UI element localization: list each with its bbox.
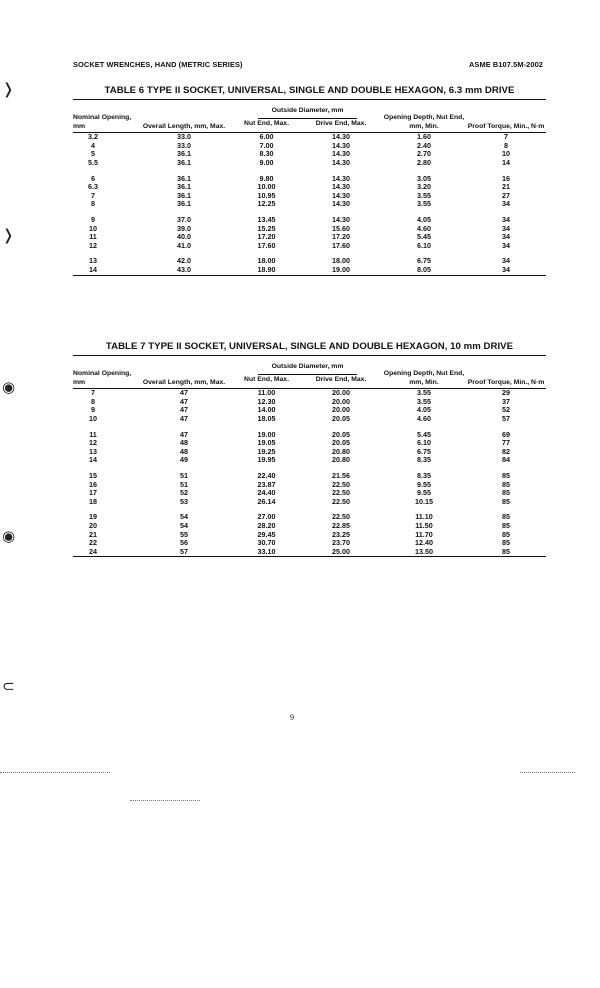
cell-nominal: 19 — [89, 512, 97, 522]
table-6-header-opening-depth-text: Opening Depth, Nut End, mm, Min. — [383, 114, 465, 130]
cell-depth: 4.60 — [417, 413, 431, 423]
scan-artifact — [520, 772, 575, 773]
table-row — [73, 472, 546, 481]
row-group-spacer-cell — [73, 168, 546, 175]
cell-depth: 2.80 — [417, 157, 431, 167]
row-group-spacer-cell — [73, 250, 546, 257]
table-7-title: TABLE 7 TYPE II SOCKET, UNIVERSAL, SINGLE AND DOUBLE HEXAGON, 10 mm DRIVE — [105, 341, 514, 352]
cell-nominal: 18 — [89, 496, 97, 506]
cell-depth: 2.40 — [417, 140, 431, 150]
cell-torque: 84 — [502, 455, 510, 465]
cell-nut-end: 27.00 — [257, 512, 276, 522]
cell-torque: 27 — [502, 190, 510, 200]
cell-nut-end: 12.30 — [257, 396, 276, 406]
cell-nominal: 17 — [89, 488, 97, 498]
cell-nominal: 13 — [89, 446, 97, 456]
table-7-header-drive-end — [300, 375, 382, 387]
binder-hole-mark: ◉ — [2, 379, 16, 396]
binder-hole-mark: ⊂ — [2, 678, 15, 695]
cell-depth: 12.40 — [415, 538, 433, 548]
cell-nominal: 8 — [91, 199, 95, 209]
cell-nut-end: 19.05 — [257, 438, 276, 448]
row-group-spacer — [73, 250, 546, 257]
cell-nominal: 9 — [91, 214, 95, 224]
cell-drive-end: 14.30 — [332, 190, 350, 200]
cell-nominal: 9 — [91, 405, 95, 415]
cell-nut-end: 8.30 — [259, 149, 274, 159]
cell-overall: 33.0 — [177, 140, 191, 150]
table-row — [73, 548, 546, 557]
cell-nut-end: 10.00 — [257, 182, 276, 192]
table-row — [73, 406, 546, 415]
cell-torque: 52 — [502, 405, 510, 415]
cell-nominal: 5.5 — [88, 157, 98, 167]
cell-depth: 6.75 — [417, 446, 431, 456]
cell-nut-end: 18.05 — [257, 413, 276, 423]
cell-nut-end: 19.95 — [257, 455, 276, 465]
cell-overall: 48 — [180, 438, 188, 448]
cell-overall: 51 — [180, 479, 188, 489]
cell-nut-end: 17.20 — [257, 232, 276, 242]
cell-nominal: 14 — [89, 264, 97, 274]
cell-overall: 36.1 — [177, 149, 191, 159]
cell-drive-end: 20.80 — [332, 455, 350, 465]
binder-hole-mark: ❭ — [2, 81, 15, 98]
table-row — [73, 183, 546, 192]
cell-nominal: 14 — [89, 455, 97, 465]
cell-nut-end: 23.87 — [257, 479, 276, 489]
cell-torque: 34 — [502, 223, 510, 233]
table-6-title: TABLE 6 TYPE II SOCKET, UNIVERSAL, SINGLE AND DOUBLE HEXAGON, 6.3 mm DRIVE — [104, 85, 515, 96]
table-6-header-outside-diameter-text: Outside Diameter, mm — [258, 107, 358, 119]
table-7-header-nominal-text: Nominal Opening, mm — [73, 370, 132, 386]
table-7-header-nut-end — [233, 375, 300, 387]
table-row — [73, 539, 546, 548]
cell-nominal: 7 — [91, 190, 95, 200]
row-group-spacer-cell — [73, 465, 546, 472]
cell-torque: 57 — [502, 413, 510, 423]
table-7-header-drive-end-text: Drive End, Max. — [315, 375, 367, 383]
cell-torque: 85 — [502, 512, 510, 522]
cell-overall: 33.0 — [177, 132, 191, 142]
cell-nut-end: 30.70 — [257, 538, 276, 548]
cell-nominal: 12 — [89, 240, 97, 250]
table-7-header-nominal — [73, 356, 135, 387]
table-row — [73, 456, 546, 465]
cell-nut-end: 13.45 — [257, 214, 276, 224]
cell-torque: 85 — [502, 520, 510, 530]
cell-depth: 5.45 — [417, 232, 431, 242]
cell-drive-end: 22.85 — [332, 520, 350, 530]
cell-torque: 8 — [504, 140, 508, 150]
table-row — [73, 266, 546, 275]
cell-nominal: 6 — [91, 173, 95, 183]
table-7-header-proof-torque-text: Proof Torque, Min., N·m — [467, 378, 545, 386]
row-group-spacer — [73, 424, 546, 431]
cell-nut-end: 26.14 — [257, 496, 276, 506]
cell-drive-end: 21.56 — [332, 470, 350, 480]
cell-overall: 47 — [180, 388, 188, 398]
cell-torque: 14 — [502, 157, 510, 167]
cell-torque: 34 — [502, 232, 510, 242]
table-6-header-proof-torque — [466, 100, 546, 131]
table-6-header-drive-end — [300, 119, 382, 131]
row-group-spacer — [73, 465, 546, 472]
scan-artifact — [130, 800, 200, 801]
table-row — [73, 216, 546, 225]
table-7-header-nut-end-text: Nut End, Max. — [244, 375, 289, 383]
cell-overall: 57 — [180, 546, 188, 556]
cell-torque: 7 — [504, 132, 508, 142]
cell-nut-end: 11.00 — [257, 388, 276, 398]
table-row — [73, 142, 546, 151]
cell-depth: 9.55 — [417, 479, 431, 489]
cell-drive-end: 22.50 — [332, 479, 350, 489]
cell-drive-end: 14.30 — [332, 182, 350, 192]
table-7 — [73, 341, 546, 557]
cell-depth: 9.55 — [417, 488, 431, 498]
cell-depth: 8.05 — [417, 264, 431, 274]
cell-nominal: 21 — [89, 529, 97, 539]
cell-nut-end: 7.00 — [259, 140, 274, 150]
table-7-header-outside-diameter-text: Outside Diameter, mm — [258, 363, 358, 375]
cell-nut-end: 33.10 — [257, 546, 276, 556]
cell-torque: 85 — [502, 488, 510, 498]
cell-nut-end: 9.80 — [259, 173, 274, 183]
cell-nut-end: 18.90 — [257, 264, 276, 274]
cell-drive-end: 22.50 — [332, 512, 350, 522]
cell-torque: 85 — [502, 479, 510, 489]
binder-hole-mark: ◉ — [2, 528, 16, 545]
cell-nominal: 13 — [89, 256, 97, 266]
cell-nut-end: 18.00 — [257, 256, 276, 266]
cell-overall: 55 — [180, 529, 188, 539]
cell-overall: 42.0 — [177, 256, 191, 266]
cell-overall: 52 — [180, 488, 188, 498]
cell-depth: 3.55 — [417, 388, 431, 398]
cell-overall: 37.0 — [177, 214, 191, 224]
cell-depth: 2.70 — [417, 149, 431, 159]
table-6-header-nut-end — [233, 119, 300, 131]
cell-nominal: 8 — [91, 396, 95, 406]
table-row — [73, 233, 546, 242]
cell-overall: 43.0 — [177, 264, 191, 274]
cell-depth: 3.55 — [417, 190, 431, 200]
cell-torque: 77 — [502, 438, 510, 448]
cell-depth: 11.10 — [415, 512, 433, 522]
cell-nut-end: 28.20 — [257, 520, 276, 530]
cell-drive-end: 20.00 — [332, 405, 350, 415]
cell-drive-end: 14.30 — [332, 132, 350, 142]
table-7-header-overall-text: Overall Length, mm, Max. — [142, 378, 226, 386]
table-row — [73, 225, 546, 234]
cell-overall: 40.0 — [177, 232, 191, 242]
cell-nominal: 12 — [89, 438, 97, 448]
table-6 — [73, 85, 546, 276]
table-row — [73, 431, 546, 440]
cell-nominal: 24 — [89, 546, 97, 556]
table-row — [73, 242, 546, 251]
table-6-header-overall-text: Overall Length, mm, Max. — [142, 122, 226, 130]
cell-depth: 6.10 — [417, 240, 431, 250]
table-row — [73, 531, 546, 540]
cell-depth: 8.35 — [417, 470, 431, 480]
table-row — [73, 498, 546, 507]
cell-nut-end: 10.95 — [257, 190, 276, 200]
cell-torque: 34 — [502, 256, 510, 266]
table-7-header-opening-depth-text: Opening Depth, Nut End, mm, Min. — [383, 370, 465, 386]
cell-nut-end: 14.00 — [257, 405, 276, 415]
table-6-header-nominal — [73, 100, 135, 131]
cell-drive-end: 14.30 — [332, 157, 350, 167]
binder-hole-mark: ❭ — [2, 227, 15, 244]
cell-nut-end: 29.45 — [257, 529, 276, 539]
table-6-bottom-rule — [73, 275, 546, 276]
table-row — [73, 133, 546, 142]
cell-drive-end: 14.30 — [332, 214, 350, 224]
cell-depth: 4.05 — [417, 214, 431, 224]
table-row — [73, 200, 546, 209]
cell-depth: 4.05 — [417, 405, 431, 415]
cell-depth: 3.55 — [417, 396, 431, 406]
cell-drive-end: 17.60 — [332, 240, 350, 250]
cell-torque: 21 — [502, 182, 510, 192]
row-group-spacer-cell — [73, 424, 546, 431]
cell-depth: 8.35 — [417, 455, 431, 465]
table-row — [73, 389, 546, 398]
table-row — [73, 489, 546, 498]
cell-drive-end: 19.00 — [332, 264, 350, 274]
cell-overall: 41.0 — [177, 240, 191, 250]
cell-nut-end: 19.00 — [257, 429, 276, 439]
cell-depth: 3.05 — [417, 173, 431, 183]
cell-overall: 36.1 — [177, 190, 191, 200]
cell-overall: 36.1 — [177, 182, 191, 192]
cell-drive-end: 20.00 — [332, 396, 350, 406]
table-7-grid — [73, 356, 546, 556]
cell-torque: 34 — [502, 214, 510, 224]
cell-torque: 85 — [502, 496, 510, 506]
cell-overall: 49 — [180, 455, 188, 465]
cell-depth: 6.75 — [417, 256, 431, 266]
cell-nut-end: 24.40 — [257, 488, 276, 498]
cell-nut-end: 22.40 — [257, 470, 276, 480]
table-row — [73, 415, 546, 424]
cell-overall: 39.0 — [177, 223, 191, 233]
cell-drive-end: 18.00 — [332, 256, 350, 266]
cell-nominal: 16 — [89, 479, 97, 489]
cell-nominal: 5 — [91, 149, 95, 159]
cell-depth: 11.70 — [415, 529, 433, 539]
cell-torque: 85 — [502, 546, 510, 556]
cell-drive-end: 20.80 — [332, 446, 350, 456]
cell-nominal: 10 — [89, 223, 97, 233]
row-group-spacer — [73, 506, 546, 513]
cell-nominal: 6.3 — [88, 182, 98, 192]
page-number: 9 — [290, 713, 294, 722]
running-head-standard: ASME B107.5M-2002 — [469, 60, 543, 69]
cell-nominal: 11 — [89, 429, 97, 439]
cell-torque: 29 — [502, 388, 510, 398]
cell-nominal: 4 — [91, 140, 95, 150]
cell-nominal: 3.2 — [88, 132, 98, 142]
table-row — [73, 448, 546, 457]
table-row — [73, 522, 546, 531]
cell-overall: 47 — [180, 413, 188, 423]
cell-depth: 1.60 — [417, 132, 431, 142]
cell-nominal: 20 — [89, 520, 97, 530]
cell-torque: 85 — [502, 538, 510, 548]
cell-drive-end: 22.50 — [332, 496, 350, 506]
cell-drive-end: 25.00 — [332, 546, 350, 556]
cell-overall: 48 — [180, 446, 188, 456]
cell-depth: 3.20 — [417, 182, 431, 192]
cell-nominal: 15 — [89, 470, 97, 480]
scan-artifact — [0, 772, 110, 773]
table-6-body — [73, 133, 546, 275]
table-row — [73, 439, 546, 448]
cell-overall: 47 — [180, 429, 188, 439]
table-row — [73, 513, 546, 522]
cell-nut-end: 17.60 — [257, 240, 276, 250]
cell-drive-end: 20.05 — [332, 413, 350, 423]
cell-drive-end: 23.70 — [332, 538, 350, 548]
cell-overall: 51 — [180, 470, 188, 480]
cell-drive-end: 20.00 — [332, 388, 350, 398]
row-group-spacer-cell — [73, 209, 546, 216]
cell-torque: 85 — [502, 470, 510, 480]
cell-nominal: 11 — [89, 232, 97, 242]
cell-depth: 13.50 — [415, 546, 433, 556]
cell-nut-end: 15.25 — [257, 223, 276, 233]
cell-nut-end: 12.25 — [257, 199, 276, 209]
cell-overall: 47 — [180, 405, 188, 415]
cell-overall: 54 — [180, 520, 188, 530]
table-row — [73, 175, 546, 184]
table-7-header-proof-torque — [466, 356, 546, 387]
cell-overall: 36.1 — [177, 157, 191, 167]
cell-torque: 34 — [502, 264, 510, 274]
table-6-header-outside-diameter — [233, 100, 382, 119]
cell-torque: 16 — [502, 173, 510, 183]
cell-depth: 10.15 — [415, 496, 433, 506]
table-row — [73, 192, 546, 201]
cell-overall: 53 — [180, 496, 188, 506]
cell-torque: 34 — [502, 199, 510, 209]
table-row — [73, 159, 546, 168]
cell-torque: 34 — [502, 240, 510, 250]
table-6-header-nut-end-text: Nut End, Max. — [244, 119, 289, 127]
cell-torque: 10 — [502, 149, 510, 159]
table-6-header-overall — [135, 100, 233, 131]
cell-drive-end: 14.30 — [332, 140, 350, 150]
cell-torque: 69 — [502, 429, 510, 439]
cell-depth: 4.60 — [417, 223, 431, 233]
cell-torque: 82 — [502, 446, 510, 456]
cell-overall: 36.1 — [177, 173, 191, 183]
cell-drive-end: 14.30 — [332, 173, 350, 183]
running-head-title: SOCKET WRENCHES, HAND (METRIC SERIES) — [73, 60, 243, 69]
table-7-header-outside-diameter — [233, 356, 382, 375]
cell-nut-end: 19.25 — [257, 446, 276, 456]
cell-drive-end: 20.05 — [332, 438, 350, 448]
cell-overall: 47 — [180, 396, 188, 406]
table-7-header-overall — [135, 356, 233, 387]
cell-depth: 11.50 — [415, 520, 433, 530]
cell-drive-end: 14.30 — [332, 149, 350, 159]
table-6-grid — [73, 100, 546, 275]
cell-depth: 3.55 — [417, 199, 431, 209]
row-group-spacer-cell — [73, 506, 546, 513]
cell-torque: 37 — [502, 396, 510, 406]
cell-drive-end: 22.50 — [332, 488, 350, 498]
table-7-body — [73, 389, 546, 557]
cell-nominal: 7 — [91, 388, 95, 398]
cell-overall: 36.1 — [177, 199, 191, 209]
table-6-header-nominal-text: Nominal Opening, mm — [73, 114, 132, 130]
cell-drive-end: 14.30 — [332, 199, 350, 209]
table-6-header-proof-torque-text: Proof Torque, Min., N·m — [467, 122, 545, 130]
cell-nominal: 10 — [89, 413, 97, 423]
cell-nut-end: 6.00 — [259, 132, 274, 142]
table-6-header-opening-depth — [382, 100, 466, 131]
table-row — [73, 257, 546, 266]
table-7-header-opening-depth — [382, 356, 466, 387]
cell-nominal: 22 — [89, 538, 97, 548]
table-6-header-drive-end-text: Drive End, Max. — [315, 119, 367, 127]
cell-drive-end: 20.05 — [332, 429, 350, 439]
table-row — [73, 481, 546, 490]
cell-torque: 85 — [502, 529, 510, 539]
cell-overall: 56 — [180, 538, 188, 548]
cell-drive-end: 17.20 — [332, 232, 350, 242]
cell-depth: 5.45 — [417, 429, 431, 439]
table-row — [73, 398, 546, 407]
table-row — [73, 150, 546, 159]
cell-nut-end: 9.00 — [259, 157, 274, 167]
cell-drive-end: 23.25 — [332, 529, 350, 539]
cell-overall: 54 — [180, 512, 188, 522]
table-7-bottom-rule — [73, 556, 546, 557]
cell-drive-end: 15.60 — [332, 223, 350, 233]
row-group-spacer — [73, 209, 546, 216]
row-group-spacer — [73, 168, 546, 175]
cell-depth: 6.10 — [417, 438, 431, 448]
